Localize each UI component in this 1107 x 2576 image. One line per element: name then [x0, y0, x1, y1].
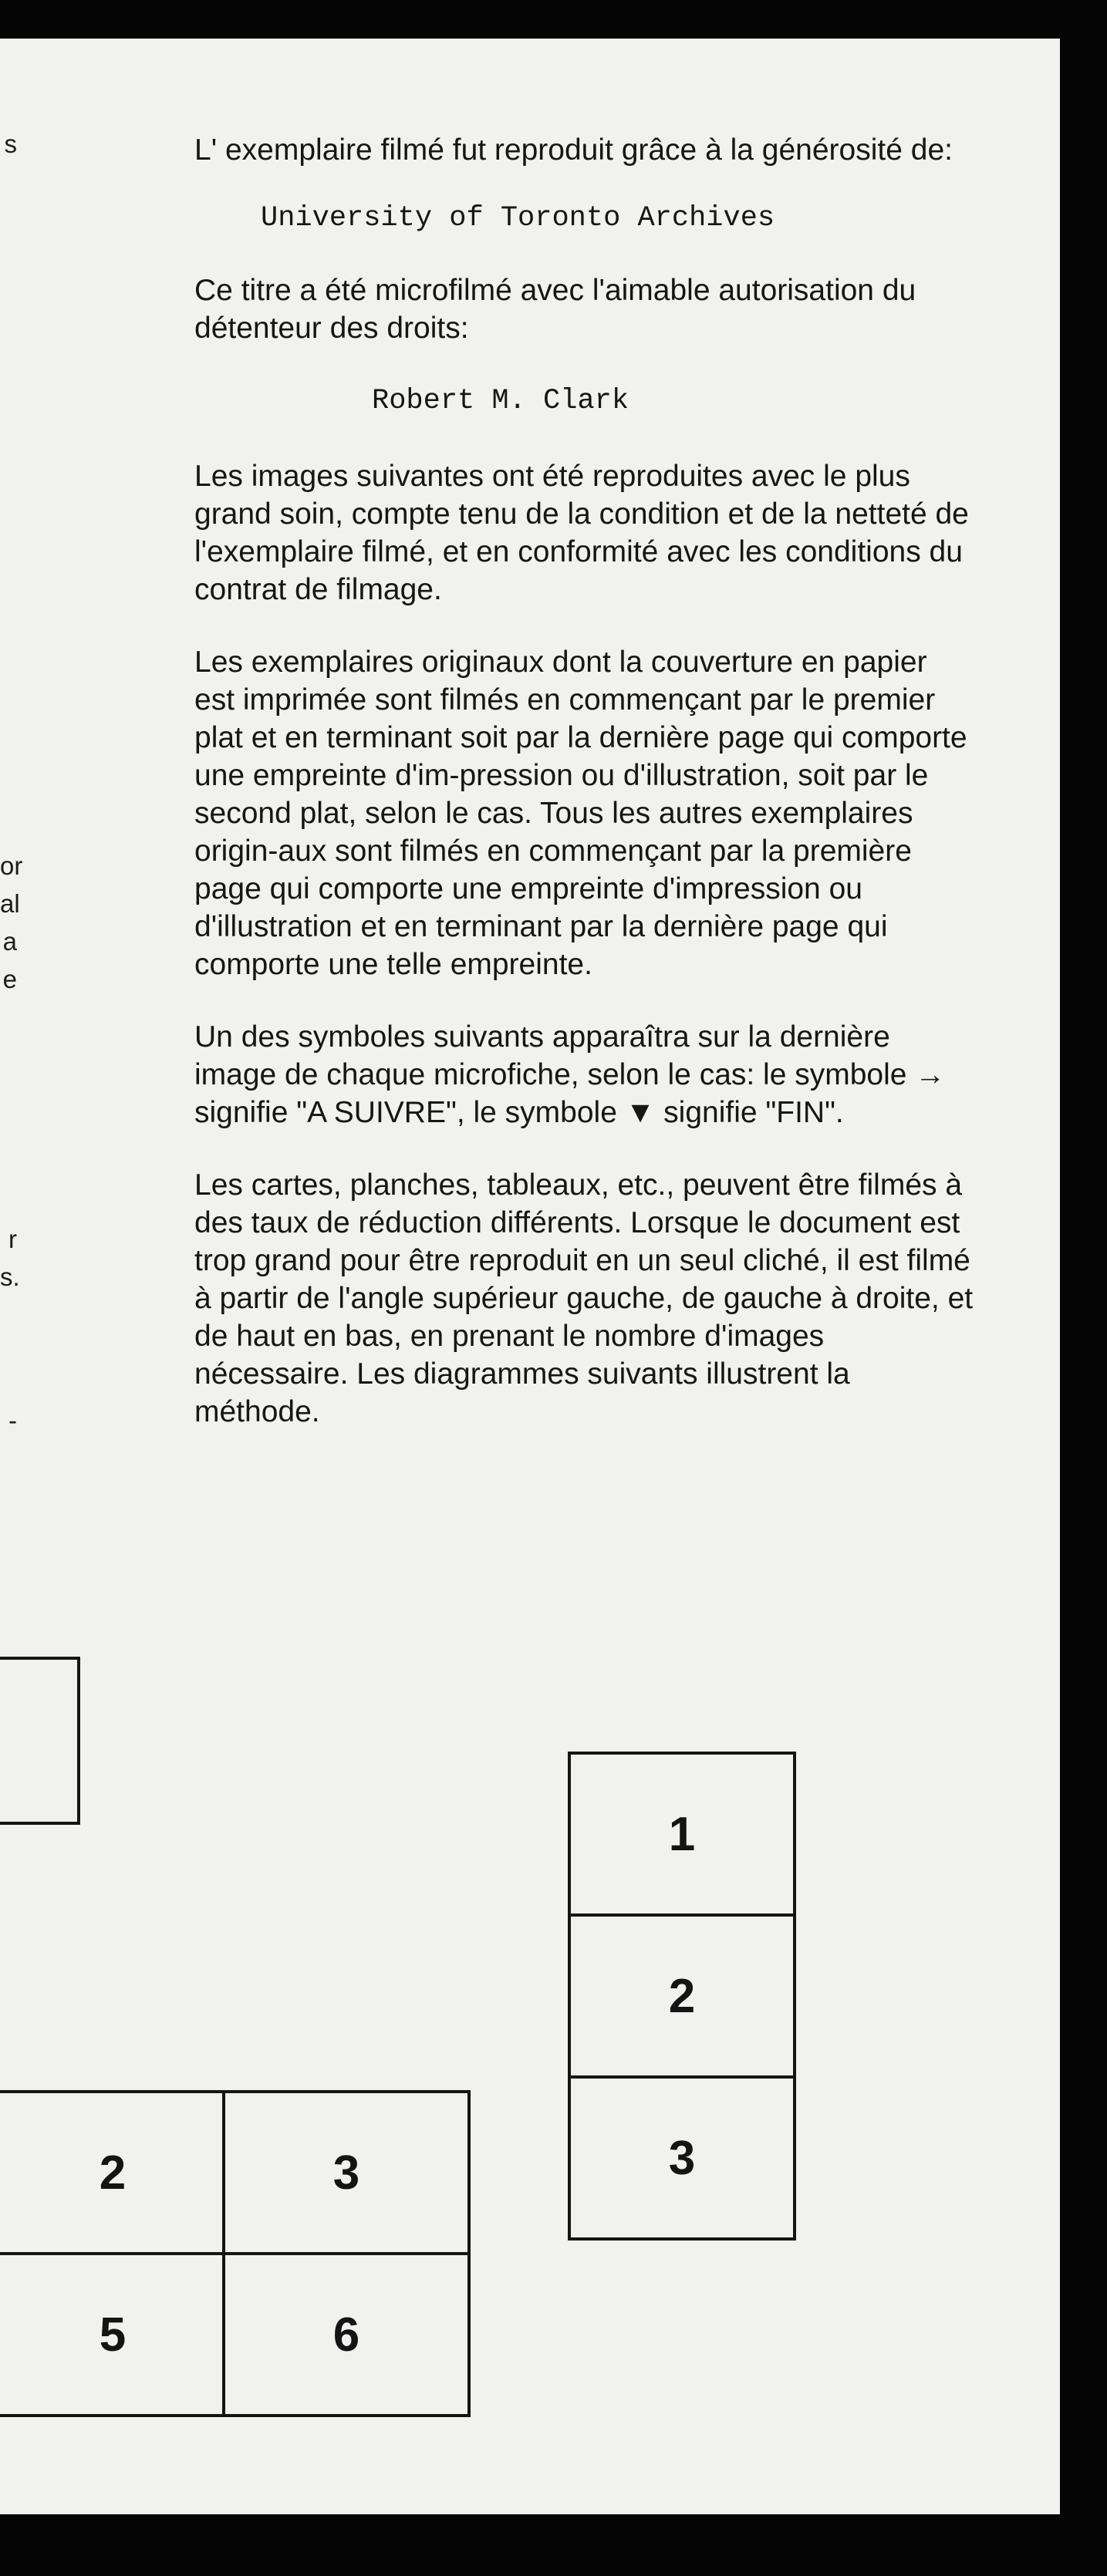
edge-fragment: - [8, 1406, 17, 1435]
grid-frame-3: 3 [222, 2090, 471, 2255]
paragraph-symbols: Un des symboles suivants apparaîtra sur la dernière image de chaque microfiche, selon le cas: le symbole → signifie "A SUIVRE", le symbole ▼ signifie "FIN". [194, 1020, 946, 1129]
authorization-text: Ce titre a été microfilmé avec l'aimable autorisation du détenteur des droits: [194, 274, 916, 345]
edge-fragment: s. [0, 1263, 20, 1291]
edge-fragment: or [0, 851, 23, 880]
text-column [194, 131, 974, 1431]
edge-fragment: al [0, 889, 20, 918]
edge-fragment: s [4, 130, 17, 158]
institution-name: University of Toronto Archives [261, 202, 775, 234]
grid-frame-6: 6 [222, 2252, 471, 2417]
paragraph-reproduction: Les images suivantes ont été reproduites avec le plus grand soin, compte tenu de la condition et de la netteté de l'exemplaire filmé, et en conformité avec les conditions du contrat de filmage. [194, 460, 969, 606]
diagram-frame-1: 1 [568, 1752, 796, 1917]
grid-frame-2: 2 [0, 2090, 225, 2255]
microfilm-page [0, 39, 1060, 2514]
edge-fragment: a [2, 927, 17, 956]
paragraph-maps: Les cartes, planches, tableaux, etc., peuvent être filmés à des taux de réduction différents. Lorsque le document est trop grand pour être reproduit en un seul cliché, il est filmé à partir de l'angle supérieur gauche, de gauche à droite, et de haut en bas, en prenant le nombre d'images nécessaire. Les diagrammes suivants illustrent la méthode. [194, 1168, 974, 1428]
edge-fragment: e [2, 965, 17, 993]
paragraph-originals: Les exemplaires originaux dont la couverture en papier est imprimée sont filmés en commençant par le premier plat et en terminant soit par la dernière page qui comporte une empreinte d'im-pression ou d'illustration, soit par le second plat, selon le cas. Tous les autres exemplaires origin-aux sont filmés en commençant par la première page qui comporte une empreinte d'impression ou d'illustration et en terminant par la dernière page qui comporte une telle empreinte. [194, 646, 967, 981]
diagram-frame-3: 3 [568, 2075, 796, 2241]
cut-off-diagram-box [0, 1657, 80, 1825]
edge-fragment: r [8, 1225, 17, 1253]
rights-holder: Robert M. Clark [372, 385, 629, 417]
diagram-frame-2: 2 [568, 1913, 796, 2079]
intro-text: L' exemplaire filmé fut reproduit grâce à la générosité de: [194, 133, 953, 167]
grid-frame-5: 5 [0, 2252, 225, 2417]
